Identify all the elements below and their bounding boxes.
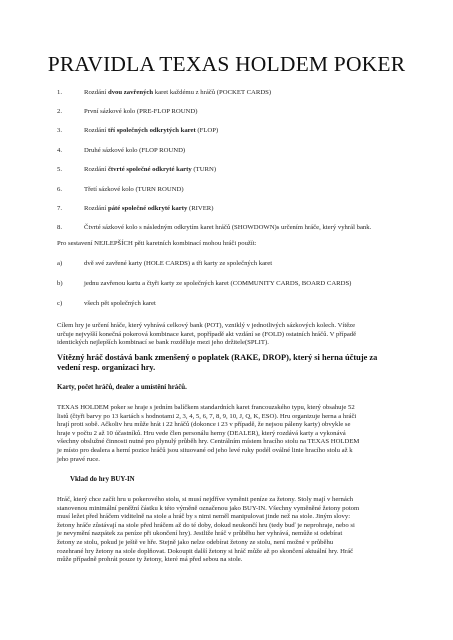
- combination-letter: c): [57, 300, 63, 307]
- winner-rake-note: Vítězný hráč dostává bank zmenšený o poplatek (RAKE, DROP), který si herna účtuje za: [57, 353, 378, 362]
- section-title-cards-players: Karty, počet hráčů, dealer a umístění hráčů.: [57, 384, 187, 391]
- step-text-plain: Třetí sázkové kolo (TURN ROUND): [84, 186, 184, 193]
- goal-paragraph-line: určuje nejvyšší konečná pokerová kombinace karet, popřípadě akt vzdání se (FOLD) ostatních hráčů. V případě: [57, 330, 357, 338]
- step-text-plain: Rozdání: [84, 127, 108, 134]
- step-text-plain: Rozdání: [84, 205, 108, 212]
- step-text-plain: (FLOP): [195, 127, 219, 134]
- section-cards-players-line: hraje v počtu 2 až 10 účastníků. Hru vede člen personálu herny (DEALER), který rozdává karty a vykonává: [57, 429, 346, 437]
- step-text: [84, 224, 371, 233]
- step-text: [84, 127, 218, 136]
- page-title: PRAVIDLA TEXAS HOLDEM POKER: [47, 52, 406, 76]
- step-text: [84, 108, 197, 117]
- step-text-emphasis: tří společných odkrytých karet: [107, 127, 196, 134]
- step-number: 5.: [57, 166, 63, 173]
- winner-rake-note: vedení resp. organizaci hry.: [57, 363, 156, 373]
- step-number: 4.: [57, 147, 63, 154]
- step-text-plain: Druhé sázkové kolo (FLOP ROUND): [84, 147, 186, 154]
- step-text-emphasis: páté společné odkryté karty: [107, 205, 188, 212]
- step-text-emphasis: čtvrté společné odkryté karty: [107, 166, 192, 173]
- step-text-plain: Rozdání: [84, 89, 108, 96]
- combination-letter: a): [57, 260, 63, 267]
- section-buy-in-line: žetony hráče zůstávají na stole před hráčem až do té doby, dokud neukončí hru (tedy buď je neprohraje, nebo si: [57, 521, 355, 529]
- goal-paragraph-line: Cílem hry je určení hráče, který vyhrává celkový bank (POT), vzniklý v jednotlivých sázkových kolech. Vítěze: [57, 322, 356, 329]
- section-cards-players-line: jeho pravé ruce.: [57, 455, 100, 463]
- section-buy-in-line: může případně prohrát pouze ty žetony, které má před sebou na stole.: [57, 556, 243, 564]
- step-text-emphasis: dvou zavřených: [107, 89, 154, 96]
- section-buy-in-line: stanovenou minimální peněžní částku k této výměně označenou jako BUY-IN. Všechny vyměněné žetony potom: [57, 504, 360, 512]
- step-text-plain: První sázkové kolo (PRE-FLOP ROUND): [84, 108, 198, 115]
- step-text-plain: (TURN): [191, 166, 217, 173]
- step-number: 7.: [57, 205, 63, 212]
- step-text: [84, 89, 271, 98]
- combinations-intro: Pro sestavení NEJLEPŠÍCH pěti karetních kombinací mohou hráči použít:: [57, 240, 257, 247]
- step-text-plain: karet každému z hráčů (POCKET CARDS): [153, 89, 272, 96]
- section-buy-in-line: žetony ze stolu, pokud je ještě ve hře. Stejně jako nelze odebírat žetony ze stolu, není možné v průběhu: [57, 539, 334, 546]
- section-cards-players-line: hrají proti sobě. Ačkoliv hru může hrát i 22 hráčů (dokonce i 23 v případě, že nejsou páleny karty) obvykle se: [57, 421, 351, 429]
- section-buy-in-line: Hráč, který chce začít hru u pokerového stolu, si musí nejdříve vyměnit peníze za žetony. Stoly mají v hernách: [57, 496, 354, 503]
- step-text-plain: (RIVER): [187, 205, 214, 212]
- goal-paragraph-line: identických nejlepších kombinací se bank rozděluje mezi jeho držitele(SPLIT).: [57, 339, 269, 347]
- section-cards-players-line: všechny obslužné činnosti nutné pro plynulý průběh hry. Centrálním místem hracího stolu na TEXAS HOLDEM: [57, 438, 360, 446]
- step-text-plain: Čtvrté sázkové kolo s následným odkrytím karet hráčů (SHOWDOWN)s určením hráče, který vyhrál bank.: [84, 224, 372, 231]
- step-number: 3.: [57, 127, 63, 134]
- step-text: [84, 205, 214, 214]
- step-text-plain: Rozdání: [84, 166, 108, 173]
- step-text: [84, 166, 216, 175]
- section-buy-in-line: musí ležet před hráčem viditelně na stole a hráč by s nimi neměl manipulovat jinde než na stole. Jiným slovy:: [57, 513, 351, 521]
- section-buy-in-line: je nevymění nazpátek za peníze při ukončení hry). Jestliže hráč v průběhu her vyhrává, nemůže si odebírat: [57, 530, 343, 538]
- combination-text: jednu zavřenou kartu a čtyři karty ze společných karet (COMMUNITY CARDS, BOARD CARDS): [84, 280, 352, 287]
- step-text: [84, 147, 185, 156]
- section-cards-players-line: je místo pro dealera a herní pozice hráčů jsou situované od jeho levé ruky podél oválné linie hracího stolu až k: [57, 447, 353, 454]
- combination-letter: b): [57, 280, 63, 287]
- section-title-buy-in: Vklad do hry BUY-IN: [70, 476, 135, 483]
- section-cards-players-line: listů (čtyři barvy po 13 kartách s hodnotami 2, 3, 4, 5, 6, 7, 8, 9, 10, J, Q, K, ESO). Hru organizuje herna a hráči: [57, 412, 357, 420]
- step-number: 1.: [57, 89, 63, 96]
- section-cards-players-line: TEXAS HOLDEM poker se hraje s jedním balíčkem standardních karet francouzského typu, který obsahuje 52: [57, 404, 355, 411]
- step-number: 2.: [57, 108, 63, 115]
- combination-text: dvě své zavřené karty (HOLE CARDS) a tři karty ze společných karet: [84, 260, 273, 267]
- step-number: 6.: [57, 186, 63, 193]
- combination-text: všech pět společných karet: [84, 300, 156, 307]
- step-number: 8.: [57, 224, 63, 231]
- step-text: [84, 186, 184, 195]
- section-buy-in-line: rozehrané hry žetony na stole doplňovat. Dokoupit další žetony si hráč může až po skončení aktuální hry. Hráč: [57, 547, 354, 555]
